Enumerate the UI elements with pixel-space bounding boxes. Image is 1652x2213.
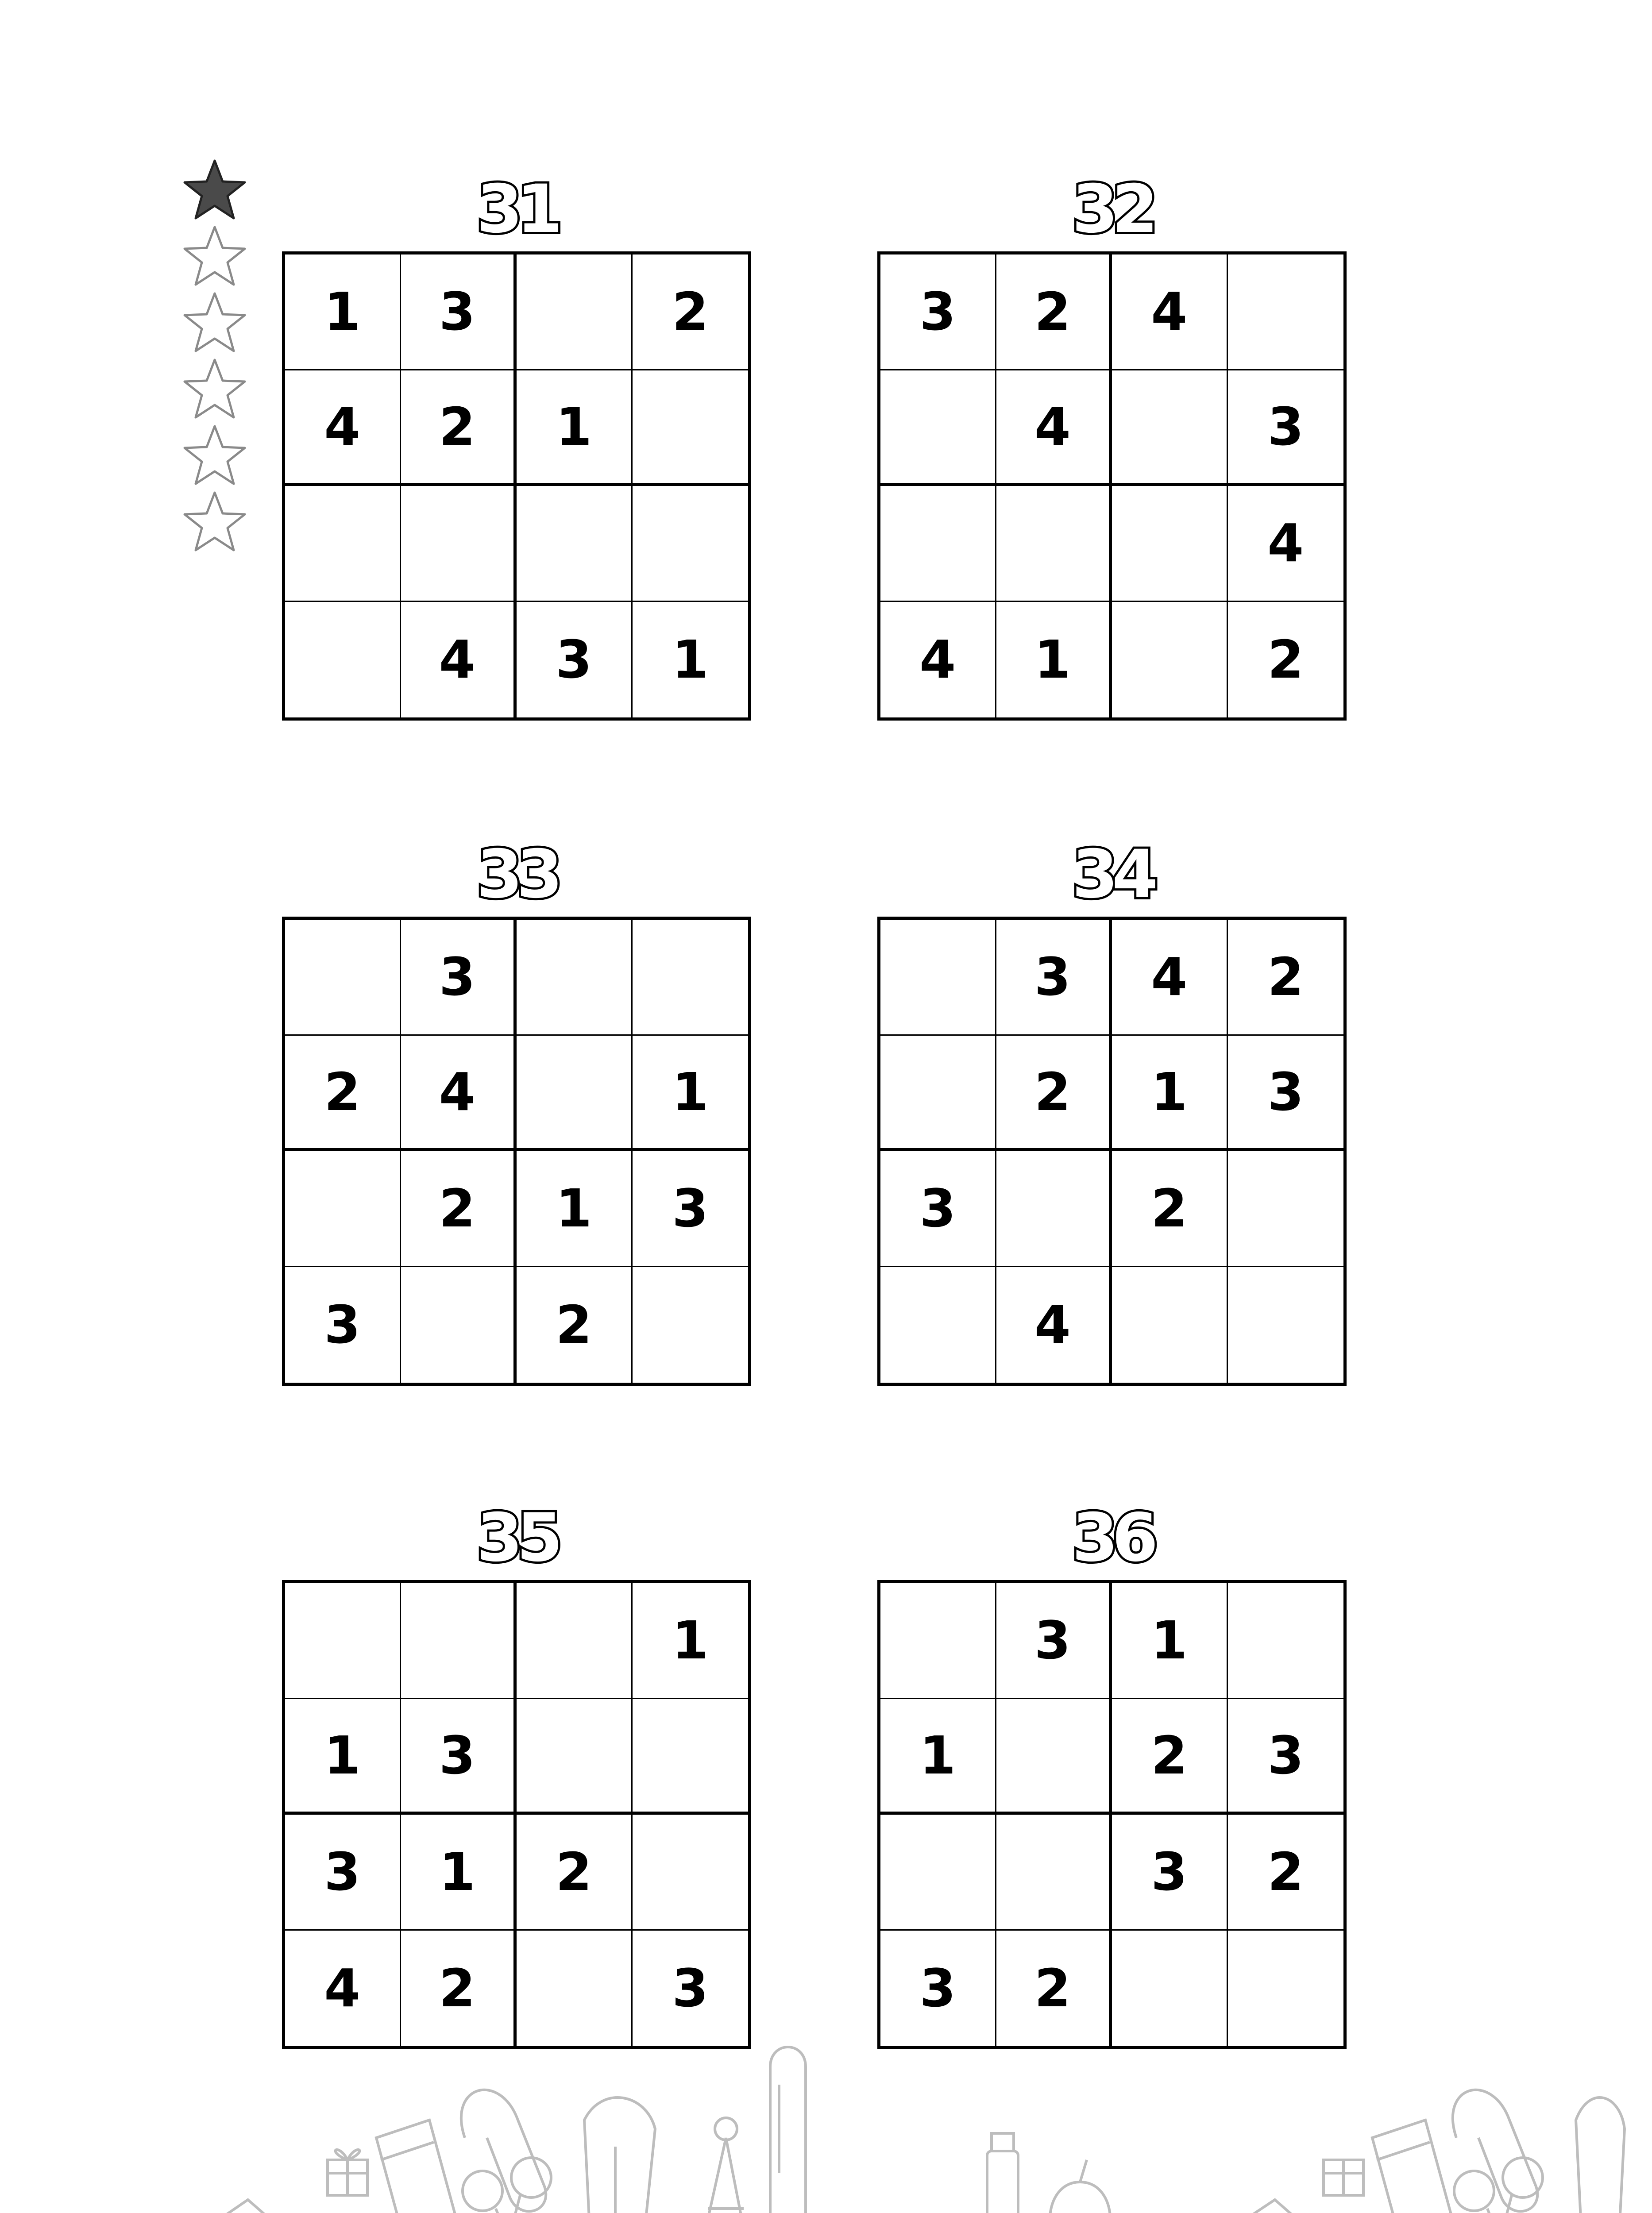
sudoku-cell: 2 (401, 1151, 517, 1267)
sudoku-grid (877, 917, 1347, 1386)
sudoku-cell (517, 1583, 633, 1699)
sudoku-cell: 4 (996, 370, 1112, 486)
sudoku-cell: 1 (996, 602, 1112, 718)
sudoku-cell: 2 (1267, 629, 1304, 690)
sudoku-cell: 2 (996, 1036, 1112, 1152)
sudoku-cell: 4 (401, 602, 517, 718)
puzzle-number: 31 (476, 171, 557, 248)
eraser-icon (1372, 2120, 1452, 2213)
sudoku-cell: 2 (633, 254, 749, 370)
sudoku-cell: 3 (401, 1699, 517, 1815)
star-outline-icon (181, 224, 248, 290)
sudoku-cell (285, 1583, 401, 1699)
sudoku-cell (1112, 1931, 1228, 2047)
sudoku-cell: 4 (1112, 920, 1228, 1036)
sudoku-cell: 4 (285, 1931, 401, 2047)
sudoku-cell: 2 (285, 1036, 401, 1152)
glue-stick-icon (987, 2133, 1018, 2213)
sudoku-cell: 3 (880, 1931, 996, 2047)
puzzle-number: 32 (1072, 171, 1152, 248)
sudoku-cell: 1 (401, 1815, 517, 1931)
sudoku-cell (1112, 602, 1228, 718)
sudoku-cell (1228, 1267, 1344, 1383)
sudoku-cell: 1 (517, 370, 633, 486)
star-outline-icon (181, 489, 248, 555)
sudoku-cell (880, 920, 996, 1036)
puzzle-number: 35 (476, 1500, 557, 1577)
sudoku-cell (1112, 370, 1228, 486)
puzzle-number: 34 (1072, 836, 1152, 913)
sudoku-cell: 4 (1228, 486, 1344, 602)
sudoku-cell: 2 (1228, 1815, 1344, 1931)
ruler-icon (1124, 2200, 1310, 2213)
sudoku-grid (282, 917, 751, 1386)
sudoku-cell: 4 (996, 1267, 1112, 1383)
sudoku-cell (1228, 1583, 1344, 1699)
star-outline-icon (181, 356, 248, 423)
sudoku-cell: 3 (1228, 1036, 1344, 1152)
sudoku-cell (1112, 1267, 1228, 1383)
sudoku-grid (877, 1580, 1347, 2049)
sudoku-cell: 4 (1112, 254, 1228, 370)
sudoku-cell: 3 (401, 254, 517, 370)
sudoku-cell (1228, 254, 1344, 370)
sudoku-cell: 2 (996, 1931, 1112, 2047)
sudoku-cell (517, 1036, 633, 1152)
difficulty-rating (181, 157, 248, 555)
sudoku-cell: 3 (517, 602, 633, 718)
sudoku-cell: 1 (672, 629, 709, 690)
sudoku-cell: 3 (880, 1151, 996, 1267)
sudoku-cell: 1 (517, 1151, 633, 1267)
sudoku-cell: 4 (880, 602, 996, 718)
cutter-icon (1576, 2097, 1625, 2213)
sudoku-cell (633, 486, 749, 602)
sudoku-cell (401, 1583, 517, 1699)
sudoku-cell: 1 (633, 1036, 749, 1152)
sudoku-cell: 2 (517, 1815, 633, 1931)
sudoku-cell (1228, 1151, 1344, 1267)
sudoku-cell: 1 (633, 1583, 749, 1699)
sudoku-cell (880, 1036, 996, 1152)
sudoku-cell (996, 486, 1112, 602)
sudoku-cell: 3 (996, 920, 1112, 1036)
sudoku-cell: 2 (996, 254, 1112, 370)
sudoku-cell (517, 1699, 633, 1815)
sudoku-cell: 3 (285, 1815, 401, 1931)
sudoku-cell (633, 1699, 749, 1815)
sudoku-cell (1228, 1931, 1344, 2047)
sudoku-grid (877, 251, 1347, 721)
sudoku-cell (880, 486, 996, 602)
sudoku-cell: 3 (672, 1958, 709, 2019)
gift-icon (328, 2150, 367, 2195)
scissors-icon (463, 2158, 551, 2213)
sudoku-cell: 1 (1112, 1583, 1228, 1699)
sudoku-cell: 2 (1112, 1699, 1228, 1815)
sudoku-cell: 3 (285, 1267, 401, 1383)
sudoku-cell (633, 370, 749, 486)
sudoku-cell: 2 (1228, 920, 1344, 1036)
puzzle-number: 33 (476, 836, 557, 913)
sudoku-cell: 3 (401, 920, 517, 1036)
sudoku-cell (517, 920, 633, 1036)
sudoku-grid (282, 1580, 751, 2049)
sudoku-cell: 3 (1228, 370, 1344, 486)
sudoku-cell (401, 1267, 517, 1383)
sudoku-cell: 2 (1112, 1151, 1228, 1267)
sudoku-cell (880, 1267, 996, 1383)
sudoku-cell (517, 486, 633, 602)
sudoku-cell (517, 1931, 633, 2047)
gift-icon (1324, 2160, 1363, 2195)
sudoku-cell (880, 1815, 996, 1931)
school-supplies-decoration (0, 2032, 1652, 2213)
sudoku-cell (633, 1815, 749, 1931)
sudoku-cell: 2 (517, 1267, 633, 1383)
sudoku-cell (285, 920, 401, 1036)
sudoku-cell: 4 (401, 1036, 517, 1152)
ruler-icon (102, 2200, 283, 2213)
sudoku-cell (633, 1267, 749, 1383)
sudoku-cell: 1 (285, 254, 401, 370)
sudoku-cell (285, 1151, 401, 1267)
sudoku-cell: 1 (1112, 1036, 1228, 1152)
sudoku-cell (996, 1815, 1112, 1931)
sudoku-cell (401, 486, 517, 602)
apple-icon (1050, 2160, 1110, 2213)
sudoku-cell (517, 254, 633, 370)
sudoku-cell: 3 (880, 254, 996, 370)
eraser-icon (376, 2120, 456, 2213)
sudoku-cell (996, 1699, 1112, 1815)
star-outline-icon (181, 290, 248, 356)
sudoku-cell: 2 (401, 1931, 517, 2047)
pen-icon (770, 2047, 806, 2213)
sudoku-cell (1112, 486, 1228, 602)
sudoku-cell: 1 (285, 1699, 401, 1815)
sudoku-cell: 2 (401, 370, 517, 486)
sudoku-cell: 3 (633, 1151, 749, 1267)
sudoku-cell: 3 (1228, 1699, 1344, 1815)
star-filled-icon (181, 157, 248, 224)
sudoku-cell (996, 1151, 1112, 1267)
star-outline-icon (181, 423, 248, 489)
sudoku-cell: 4 (285, 370, 401, 486)
sudoku-cell: 3 (1112, 1815, 1228, 1931)
puzzle-number: 36 (1072, 1500, 1152, 1577)
sudoku-grid (282, 251, 751, 721)
cutter-icon (584, 2097, 655, 2213)
scissors-icon (1454, 2158, 1543, 2213)
sudoku-cell (633, 920, 749, 1036)
sudoku-cell (285, 486, 401, 602)
sudoku-cell: 1 (880, 1699, 996, 1815)
sudoku-cell: 3 (996, 1583, 1112, 1699)
compass-icon (691, 2118, 757, 2213)
sudoku-cell (880, 1583, 996, 1699)
sudoku-cell (285, 602, 401, 718)
sudoku-cell (880, 370, 996, 486)
